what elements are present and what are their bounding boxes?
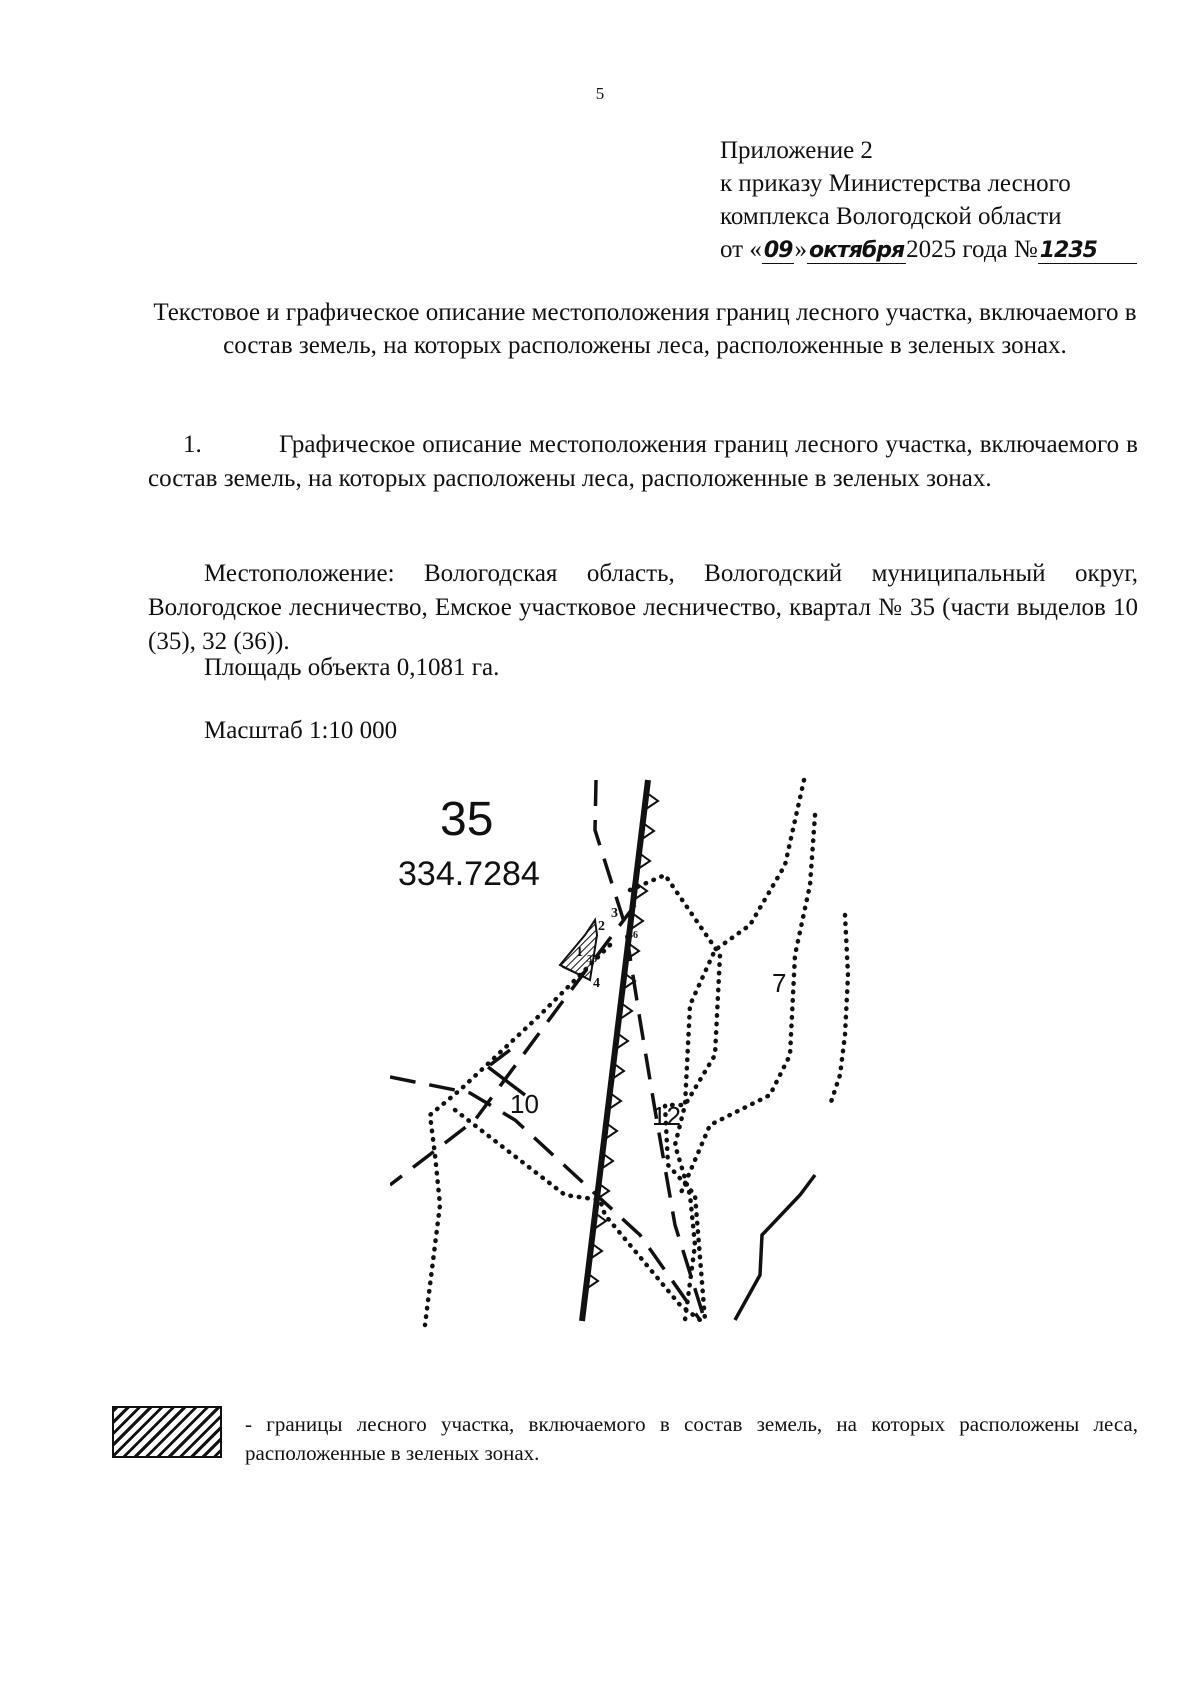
appendix-line-order: к приказу Министерства лесного <box>720 170 1071 197</box>
legend-text: - границы лесного участка, включаемого в состав земель, на которых расположены леса, расположенные в зеленых зонах. <box>245 1412 1138 1465</box>
quarter-boundary-line <box>582 780 648 1321</box>
order-number: 1235 <box>1038 238 1137 264</box>
site-map <box>390 775 850 1335</box>
date-month: октября <box>808 238 905 263</box>
vydel-boundary-solid-2 <box>735 1175 815 1320</box>
document-title: Текстовое и графическое описание местоположения границ лесного участка, включаемого в состав земель, на которых расположены леса, расположенные в зеленых зонах. <box>153 299 1137 359</box>
location-paragraph: Местоположение: Вологодская область, Вологодский муниципальный округ, Вологодское лесничество, Емское участковое лесничество, квартал № 35 (части выделов 10 (35), 32 (36)). <box>148 560 1138 655</box>
appendix-header <box>720 134 1137 267</box>
vydel-boundary-dotted-6 <box>830 915 848 1105</box>
page-number: 5 <box>595 84 605 103</box>
section-1 <box>148 428 1138 496</box>
legend-hatch-swatch <box>112 1406 222 1458</box>
date-separator: » <box>794 236 807 263</box>
vydel-boundary-dashed-3 <box>390 905 635 1185</box>
point-3-label: 3 <box>611 906 618 921</box>
section-1-text: Графическое описание местоположения границ лесного участка, включаемого в состав земель, на которых расположены леса, расположенные в зеленых зонах. <box>148 431 1138 492</box>
quarter-boundary-ticks <box>586 793 658 1289</box>
section-1-number: 1. <box>183 431 202 458</box>
vydel-boundary-dotted-2 <box>630 875 720 1320</box>
quarter-number-label: 35 <box>440 793 494 846</box>
vydel-12-label: 12 <box>652 1101 681 1131</box>
part-36-label: 36 <box>628 930 638 941</box>
appendix-line-ministry: комплекса Вологодской области <box>720 203 1062 230</box>
vydel-boundary-dotted-1 <box>675 780 804 1320</box>
vydel-boundary-dotted-4 <box>455 1110 700 1320</box>
part-35-label: 35 <box>587 954 597 965</box>
date-prefix: от « <box>720 236 762 263</box>
appendix-date-line <box>720 233 1137 267</box>
appendix-title: Приложение 2 <box>720 137 873 164</box>
point-2-label: 2 <box>598 919 605 934</box>
vydel-7-label: 7 <box>772 968 787 998</box>
date-day: 09 <box>763 238 793 263</box>
date-year: 2025 года № <box>906 236 1038 263</box>
scale-paragraph: Масштаб 1:10 000 <box>204 717 398 744</box>
area-paragraph: Площадь объекта 0,1081 га. <box>204 654 500 681</box>
quarter-area-label: 334.7284 <box>398 855 540 893</box>
point-1-label: 1 <box>576 945 583 960</box>
point-4-label: 4 <box>593 976 600 991</box>
vydel-boundary-dotted-5 <box>680 815 815 1195</box>
vydel-10-label: 10 <box>510 1089 539 1119</box>
